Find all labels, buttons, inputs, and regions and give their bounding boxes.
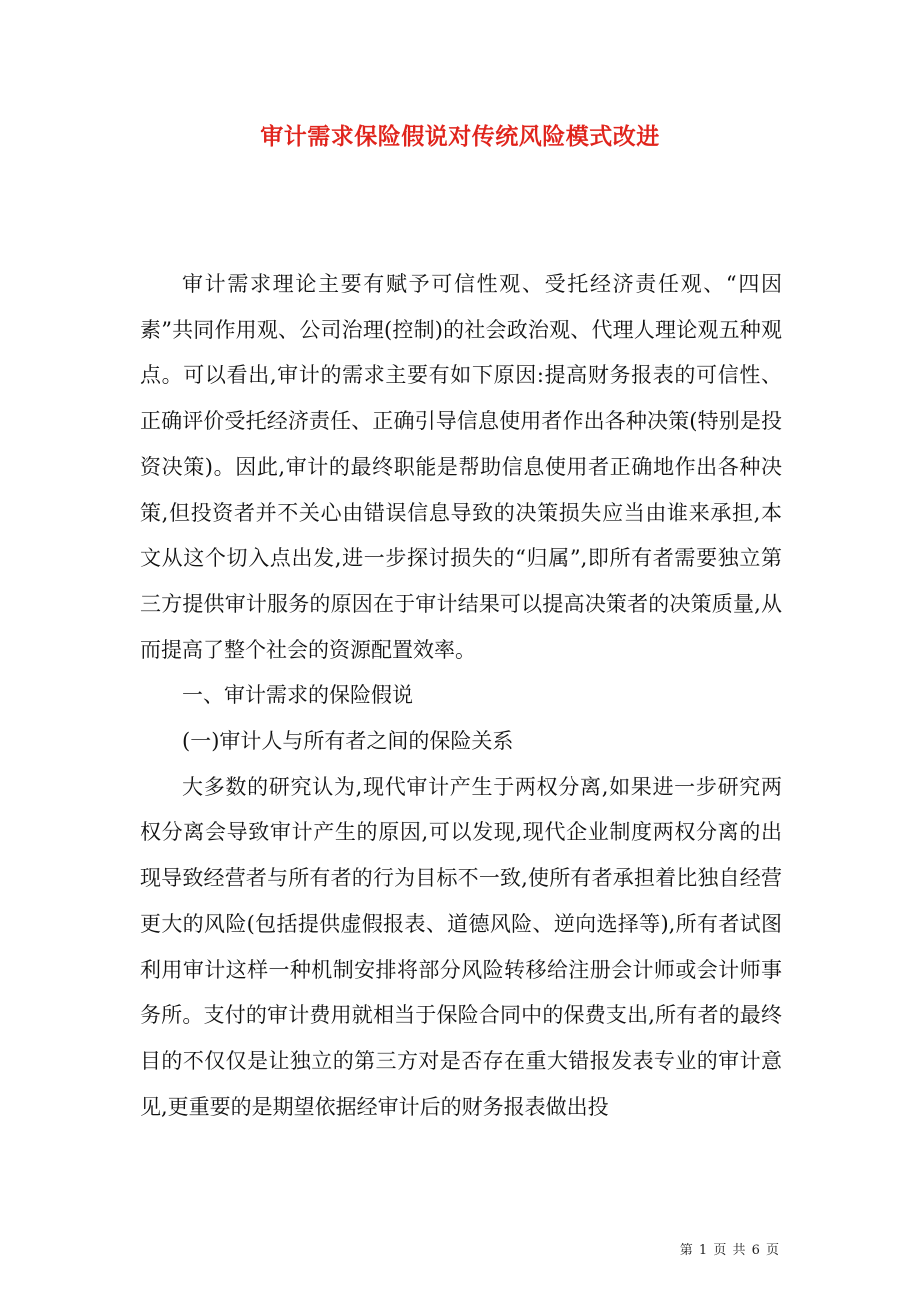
paragraph-intro: 审计需求理论主要有赋予可信性观、受托经济责任观、“四因素”共同作用观、公司治理(控制)的社会政治观、代理人理论观五种观点。可以看出,审计的需求主要有如下原因:提高财务报表的可信性、正确评价受托经济责任、正确引导信息使用者作出各种决策(特别是投资决策)。因此,审计的最终职能是帮助信息使用者正确地作出各种决策,但投资者并不关心由错误信息导致的决策损失应当由谁来承担,本文从这个切入点出发,进一步探讨损失的“归属”,即所有者需要独立第三方提供审计服务的原因在于审计结果可以提高决策者的决策质量,从而提高了整个社会的资源配置效率。 (140, 272, 782, 662)
subsection-heading: (一)审计人与所有者之间的保险关系 (182, 729, 514, 754)
page-number: 第 1 页 共 6 页 (679, 1243, 780, 1258)
section-heading: 一、审计需求的保险假说 (182, 683, 413, 708)
paragraph-body: 大多数的研究认为,现代审计产生于两权分离,如果进一步研究两权分离会导致审计产生的原因,可以发现,现代企业制度两权分离的出现导致经营者与所有者的行为目标不一致,使所有者承担着比独自经营更大的风险(包括提供虚假报表、道德风险、逆向选择等),所有者试图利用审计这样一种机制安排将部分风险转移给注册会计师或会计师事务所。支付的审计费用就相当于保险合同中的保费支出,所有者的最终目的不仅仅是让独立的第三方对是否存在重大错报发表专业的审计意见,更重要的是期望依据经审计后的财务报表做出投 (140, 774, 782, 1119)
document-title: 审计需求保险假说对传统风险模式改进 (260, 123, 660, 150)
document-body (140, 262, 782, 1130)
